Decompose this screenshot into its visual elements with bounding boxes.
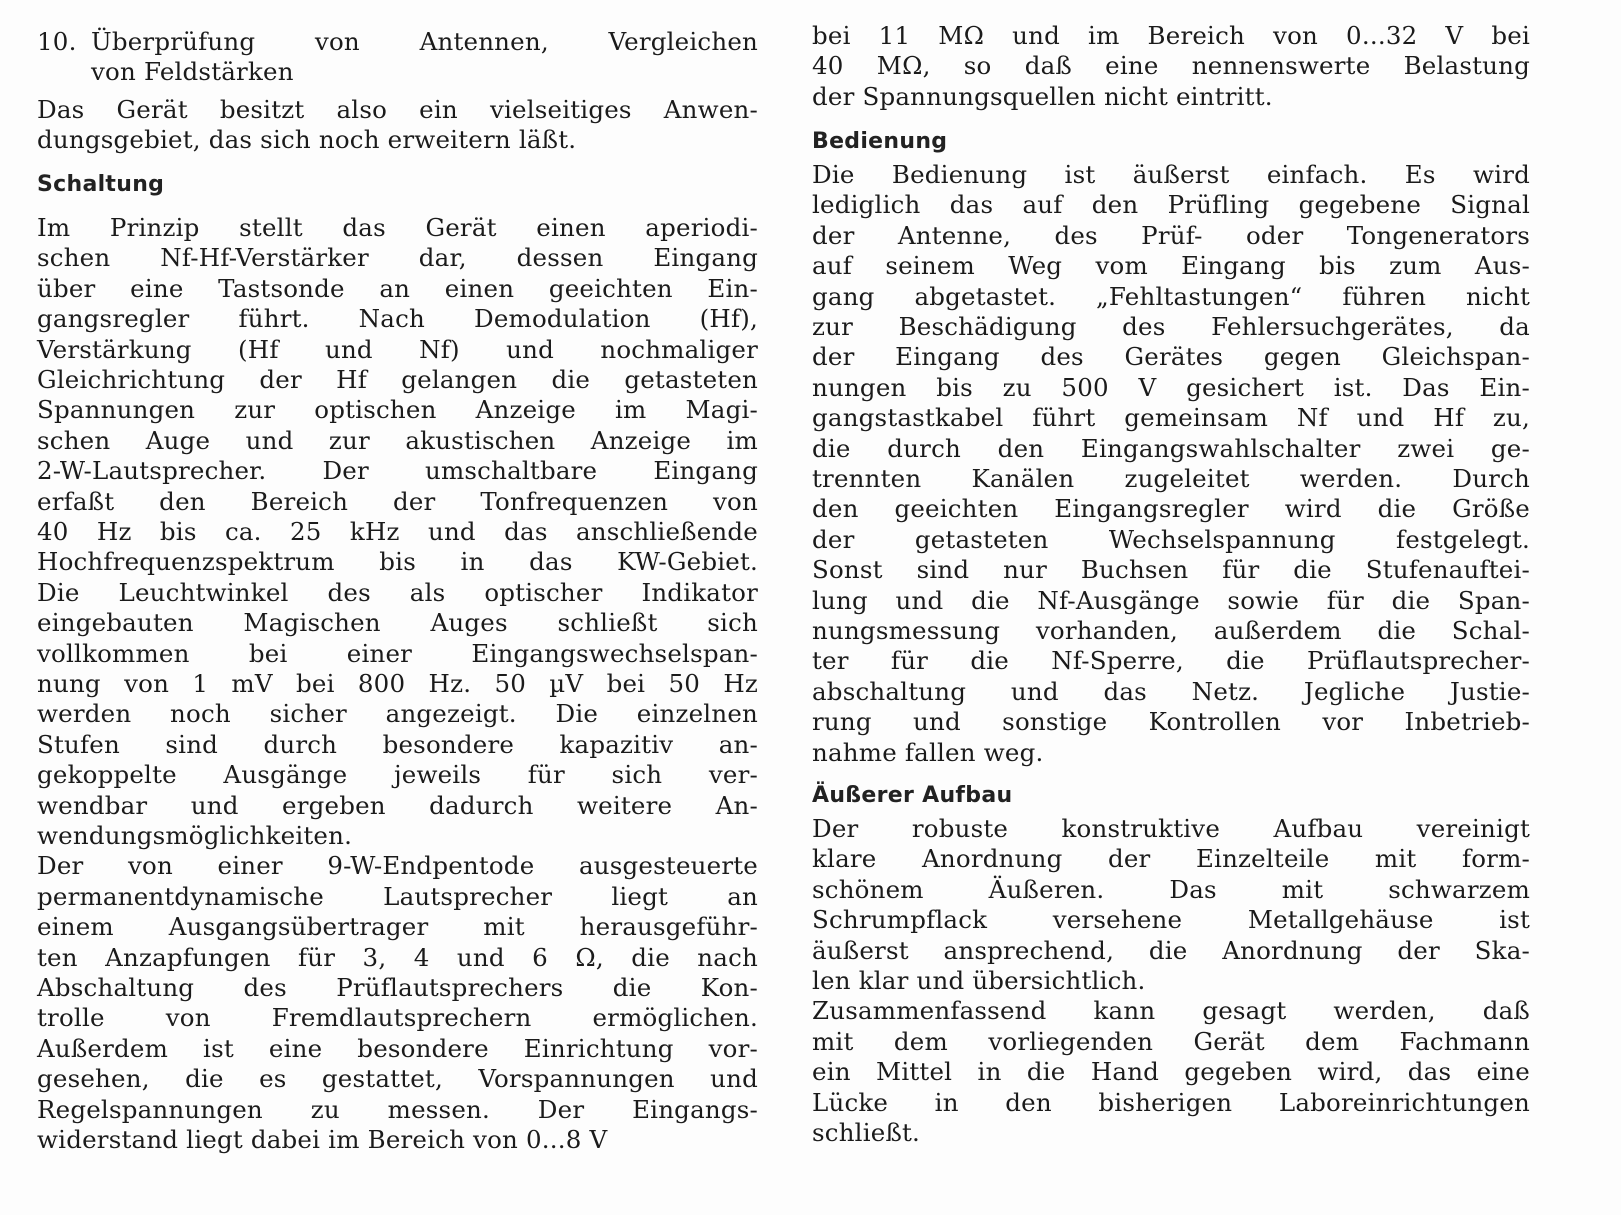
list-item-continuation: von Feldstärken bbox=[91, 57, 294, 86]
section-heading-schaltung: Schaltung bbox=[37, 172, 165, 197]
text-line: Schrumpflack versehene Metallgehäuse ist bbox=[812, 905, 1530, 935]
text-line: Abschaltung des Prüflautsprechers die Kon- bbox=[37, 973, 758, 1002]
text-line: Stufen sind durch besondere kapazitiv an- bbox=[37, 729, 758, 759]
text-line: erfaßt den Bereich der Tonfrequenzen von bbox=[37, 486, 758, 516]
text-line: der getasteten Wechselspannung festgelegt. bbox=[812, 524, 1530, 554]
text-line: einem Ausgangsübertrager mit herausgeführ- bbox=[37, 912, 758, 942]
text-line: schen Nf-Hf-Verstärker dar, dessen Eingang bbox=[37, 243, 758, 273]
text-line: ein Mittel in die Hand gegeben wird, das eine bbox=[812, 1057, 1530, 1087]
text-line: der Eingang des Gerätes gegen Gleichspan- bbox=[812, 342, 1530, 372]
text-line: lediglich das auf den Prüfling gegebene Signal bbox=[812, 190, 1530, 220]
text-line: die durch den Eingangswahlschalter zwei ge- bbox=[812, 433, 1530, 463]
text-line: wendungsmöglichkeiten. bbox=[37, 821, 353, 850]
text-line: Zusammenfassend kann gesagt werden, daß bbox=[812, 996, 1530, 1026]
text-line: trolle von Fremdlautsprechern ermöglichen. bbox=[37, 1003, 758, 1033]
text-line: Lücke in den bisherigen Laboreinrichtungen bbox=[812, 1087, 1530, 1117]
text-line: nahme fallen weg. bbox=[812, 737, 1044, 767]
text-line: lung und die Nf-Ausgänge sowie für die Span- bbox=[812, 585, 1530, 615]
text-line: Außerdem ist eine besondere Einrichtung vor- bbox=[37, 1033, 758, 1063]
text-line: Sonst sind nur Buchsen für die Stufenauftei- bbox=[812, 555, 1530, 585]
text-line: nung von 1 mV bei 800 Hz. 50 µV bei 50 Hz bbox=[37, 669, 758, 698]
text-line: eingebauten Magischen Auges schließt sich bbox=[37, 608, 758, 638]
text-line: gekoppelte Ausgänge jeweils für sich ver- bbox=[37, 760, 758, 790]
section-heading-bedienung: Bedienung bbox=[812, 129, 948, 154]
text-line: len klar und übersichtlich. bbox=[812, 966, 1146, 995]
text-line: ter für die Nf-Sperre, die Prüflautsprecher- bbox=[812, 646, 1530, 676]
intro-line: 40 MΩ, so daß eine nennenswerte Belastung bbox=[812, 51, 1530, 80]
text-line: Regelspannungen zu messen. Der Eingangs- bbox=[37, 1094, 758, 1124]
text-line: abschaltung und das Netz. Jegliche Justie- bbox=[812, 676, 1530, 706]
text-line: Verstärkung (Hf und Nf) und nochmaliger bbox=[37, 334, 758, 364]
text-line: ten Anzapfungen für 3, 4 und 6 Ω, die nach bbox=[37, 942, 758, 972]
section-heading-ausserer-aufbau: Äußerer Aufbau bbox=[812, 783, 1013, 808]
text-line: zur Beschädigung des Fehlersuchgerätes, da bbox=[812, 312, 1530, 341]
intro-line: der Spannungsquellen nicht eintritt. bbox=[812, 82, 1273, 111]
text-line: nungen bis zu 500 V gesichert ist. Das Ein- bbox=[812, 372, 1530, 402]
text-line: trennten Kanälen zugeleitet werden. Durch bbox=[812, 464, 1530, 493]
text-line: werden noch sicher angezeigt. Die einzelnen bbox=[37, 699, 758, 729]
text-line: Gleichrichtung der Hf gelangen die getasteten bbox=[37, 365, 758, 394]
list-item-number: 10. bbox=[37, 27, 77, 56]
text-line: permanentdynamische Lautsprecher liegt an bbox=[37, 881, 758, 911]
text-line: 40 Hz bis ca. 25 kHz und das anschließende bbox=[37, 517, 758, 546]
intro-line: bei 11 MΩ und im Bereich von 0...32 V bei bbox=[812, 21, 1530, 50]
text-line: 2-W-Lautsprecher. Der umschaltbare Eingang bbox=[37, 456, 758, 486]
text-line: gangstastkabel führt gemeinsam Nf und Hf zu, bbox=[812, 403, 1530, 433]
text-line: gang abgetastet. „Fehltastungen“ führen nicht bbox=[812, 281, 1530, 311]
text-line: über eine Tastsonde an einen geeichten Ein- bbox=[37, 273, 758, 303]
text-line: schen Auge und zur akustischen Anzeige im bbox=[37, 425, 758, 455]
text-line: Die Leuchtwinkel des als optischer Indikator bbox=[37, 577, 758, 607]
text-line: widerstand liegt dabei im Bereich von 0...8 V bbox=[37, 1125, 608, 1154]
text-line: äußerst ansprechend, die Anordnung der Ska- bbox=[812, 935, 1530, 965]
text-line: der Antenne, des Prüf- oder Tongenerators bbox=[812, 220, 1530, 250]
intro-line: dungsgebiet, das sich noch erweitern läßt. bbox=[37, 125, 577, 154]
text-line: rung und sonstige Kontrollen vor Inbetrieb- bbox=[812, 707, 1530, 737]
text-line: Die Bedienung ist äußerst einfach. Es wird bbox=[812, 160, 1530, 189]
list-item-text: Überprüfung von Antennen, Vergleichen bbox=[91, 27, 758, 56]
text-line: den geeichten Eingangsregler wird die Größe bbox=[812, 494, 1530, 524]
text-line: Der robuste konstruktive Aufbau vereinigt bbox=[812, 814, 1530, 843]
text-line: Im Prinzip stellt das Gerät einen aperiodi- bbox=[37, 213, 758, 242]
text-line: Der von einer 9-W-Endpentode ausgesteuerte bbox=[37, 851, 758, 881]
text-line: gangsregler führt. Nach Demodulation (Hf), bbox=[37, 304, 758, 334]
text-line: auf seinem Weg vom Eingang bis zum Aus- bbox=[812, 251, 1530, 281]
list-item-10 bbox=[37, 27, 758, 57]
text-line: vollkommen bei einer Eingangswechselspan- bbox=[37, 638, 758, 668]
text-line: schönem Äußeren. Das mit schwarzem bbox=[812, 874, 1530, 904]
text-line: mit dem vorliegenden Gerät dem Fachmann bbox=[812, 1026, 1530, 1056]
text-line: Spannungen zur optischen Anzeige im Magi- bbox=[37, 395, 758, 425]
intro-line: Das Gerät besitzt also ein vielseitiges Anwen- bbox=[37, 95, 758, 124]
text-line: klare Anordnung der Einzelteile mit form- bbox=[812, 844, 1530, 874]
text-line: nungsmessung vorhanden, außerdem die Schal- bbox=[812, 616, 1530, 645]
text-line: gesehen, die es gestattet, Vorspannungen und bbox=[37, 1064, 758, 1094]
text-line: schließt. bbox=[812, 1118, 921, 1147]
text-line: Hochfrequenzspektrum bis in das KW-Gebiet. bbox=[37, 547, 758, 577]
text-line: wendbar und ergeben dadurch weitere An- bbox=[37, 790, 758, 820]
